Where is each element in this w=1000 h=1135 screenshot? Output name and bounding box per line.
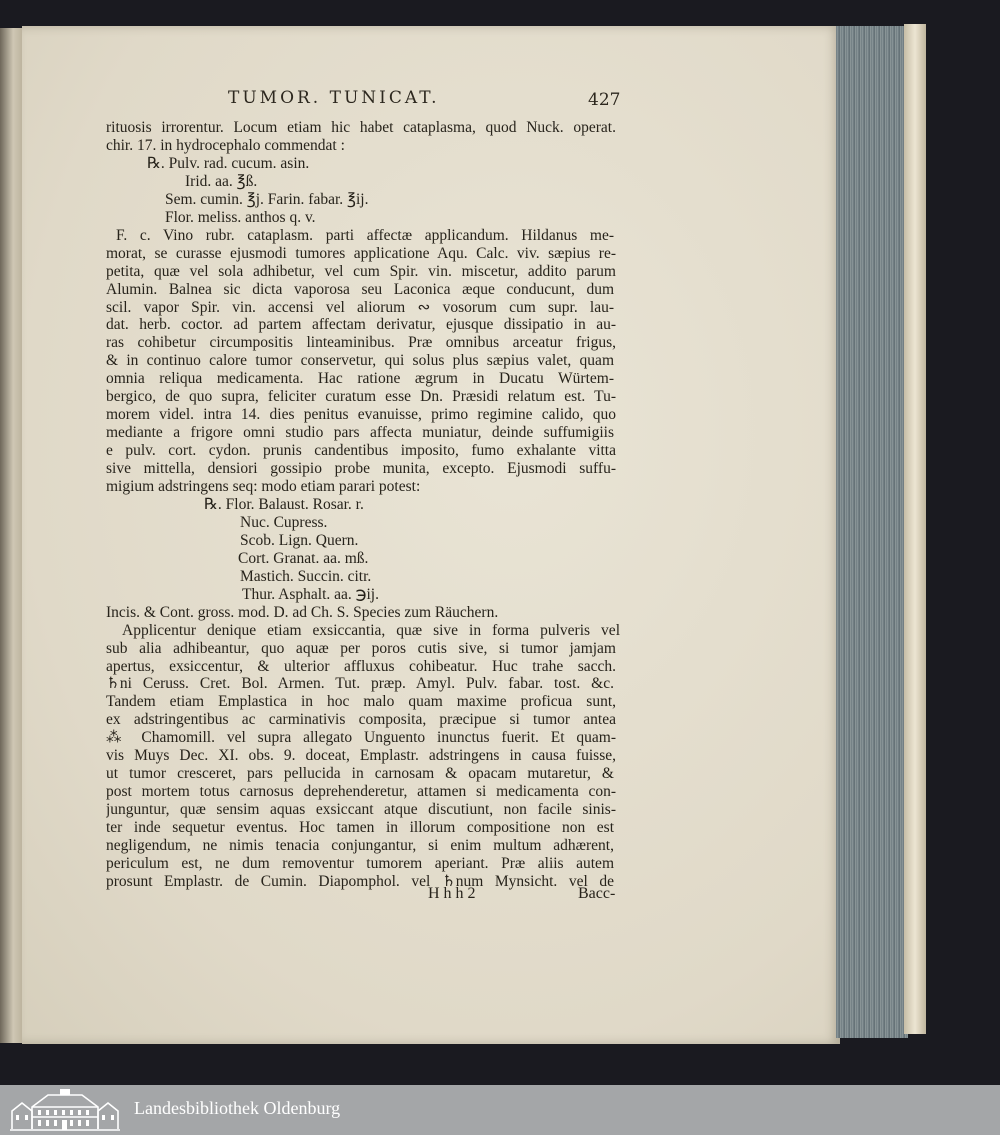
page-stack-edge: [836, 26, 908, 1038]
library-building-logo: [8, 1089, 122, 1133]
back-cover: [904, 24, 926, 1034]
text-line: Incis. & Cont. gross. mod. D. ad Ch. S. Species zum Räuchern.: [106, 603, 499, 621]
text-line: & in continuo calore tumor conservetur, qui solus plus sæpius valet, quam: [106, 352, 614, 370]
text-line: migium adstringens seq: modo etiam parari potest:: [106, 478, 421, 495]
running-title: TUMOR. TUNICAT.: [228, 88, 440, 108]
text-line: ⁂ Chamomill. vel supra allegato Unguento inunctus fuerit. Et quam-: [106, 729, 616, 747]
text-line: petita, quæ vel sola adhibetur, vel cum Spir. vin. miscetur, addito parum: [106, 262, 616, 280]
text-line: Cort. Granat. aa. mß.: [238, 549, 369, 567]
text-line: dat. herb. coctor. ad partem affectam derivatur, ejusque dissipatio in au-: [106, 316, 616, 334]
text-line: Alumin. Balnea sic dicta vaporosa seu Laconica æque conducunt, dum: [106, 280, 614, 298]
text-line: periculum est, ne dum removentur tumorem aperiant. Præ aliis autem: [106, 854, 614, 872]
text-line: chir. 17. in hydrocephalo commendat :: [106, 136, 345, 154]
text-line: post mortem totus carnosus deprehenderetur, attamen si medicamenta con-: [106, 783, 616, 801]
text-line: Tandem etiam Emplastica in hoc malo quam maxime proficua sunt,: [106, 693, 616, 711]
page-number: 427: [588, 90, 621, 110]
text-line: omnia reliqua medicamenta. Hac ratione ægrum in Ducatu Würtem-: [106, 370, 614, 388]
text-line: Thur. Asphalt. aa. ℈ij.: [242, 585, 379, 603]
text-line: rituosis irrorentur. Locum etiam hic habet cataplasma, quod Nuck. operat.: [106, 119, 616, 136]
left-page-edge: [0, 28, 22, 1043]
text-line: sive mittella, densiori gossipio probe munita, excepto. Ejusmodi suffu-: [106, 460, 616, 478]
text-line: mediante a frigore omni studio pars affecta muniatur, deinde suffumigiis: [106, 424, 614, 442]
text-line: ♄ni Ceruss. Cret. Bol. Armen. Tut. præp. Amyl. Pulv. fabar. tost. &c.: [106, 675, 614, 693]
signature-mark: H h h 2: [428, 885, 476, 902]
text-line: morat, se curasse ejusmodi tumores applicatione Aqu. Calc. viv. sæpius re-: [106, 244, 616, 262]
text-line: ex adstringentibus ac carminativis composita, præcipue si tumor antea: [106, 711, 616, 729]
text-line: Sem. cumin. ℥j. Farin. fabar. ℥ij.: [165, 190, 369, 208]
text-line: apertus, exsiccentur, & ulterior affluxus cohibeatur. Huc trahe sacch.: [106, 657, 616, 675]
text-line: Applicentur denique etiam exsiccantia, quæ sive in forma pulveris vel: [122, 621, 620, 639]
text-line: Nuc. Cupress.: [240, 513, 328, 531]
text-line: vis Muys Dec. XI. obs. 9. doceat, Emplastr. adstringens in causa fuisse,: [106, 747, 616, 765]
text-line: F. c. Vino rubr. cataplasm. parti affectæ applicandum. Hildanus me-: [116, 226, 614, 244]
text-line: Scob. Lign. Quern.: [240, 531, 359, 549]
text-line: ℞. Pulv. rad. cucum. asin.: [147, 154, 310, 172]
text-line: e pulv. cort. cydon. prunis candentibus imposito, fumo exhalante vitta: [106, 442, 616, 460]
text-line: ut tumor cresceret, pars pellucida in carnosam & opacam mutaretur, &: [106, 765, 614, 783]
text-line: Flor. meliss. anthos q. v.: [165, 208, 316, 226]
text-line: Irid. aa. ℥ß.: [185, 172, 258, 190]
text-line: negligendum, ne nimis tenacia conjungantur, si enim multum adhærent,: [106, 837, 614, 854]
text-line: prosunt Emplastr. de Cumin. Diapomphol. vel ♄num Mynsicht. vel de: [106, 872, 614, 890]
text-line: bergico, de quo supra, feliciter curatum esse Dn. Præsidi relatum est. Tu-: [106, 388, 616, 406]
text-line: ℞. Flor. Balaust. Rosar. r.: [204, 495, 364, 513]
text-line: ter inde sequetur eventus. Hoc tamen in illorum compositione non est: [106, 819, 614, 837]
text-line: scil. vapor Spir. vin. accensi vel aliorum ∾ vosorum cum supr. lau-: [106, 298, 614, 316]
text-line: sub alia adhibeantur, quo aquæ per poros cutis sive, si tumor jamjam: [106, 639, 616, 657]
text-line: Mastich. Succin. citr.: [240, 567, 372, 585]
text-line: junguntur, quæ sensim aquas exsiccant atque discutiunt, non facile sinis-: [106, 801, 616, 819]
text-line: ras cohibetur circumpositis linteaminibus. Præ omnibus arceatur frigus,: [106, 334, 616, 352]
text-line: morem videl. intra 14. dies penitus evanuisse, primo regimine calido, quo: [106, 406, 616, 424]
catchword: Bacc-: [578, 885, 616, 902]
library-name: Landesbibliothek Oldenburg: [134, 1098, 341, 1118]
